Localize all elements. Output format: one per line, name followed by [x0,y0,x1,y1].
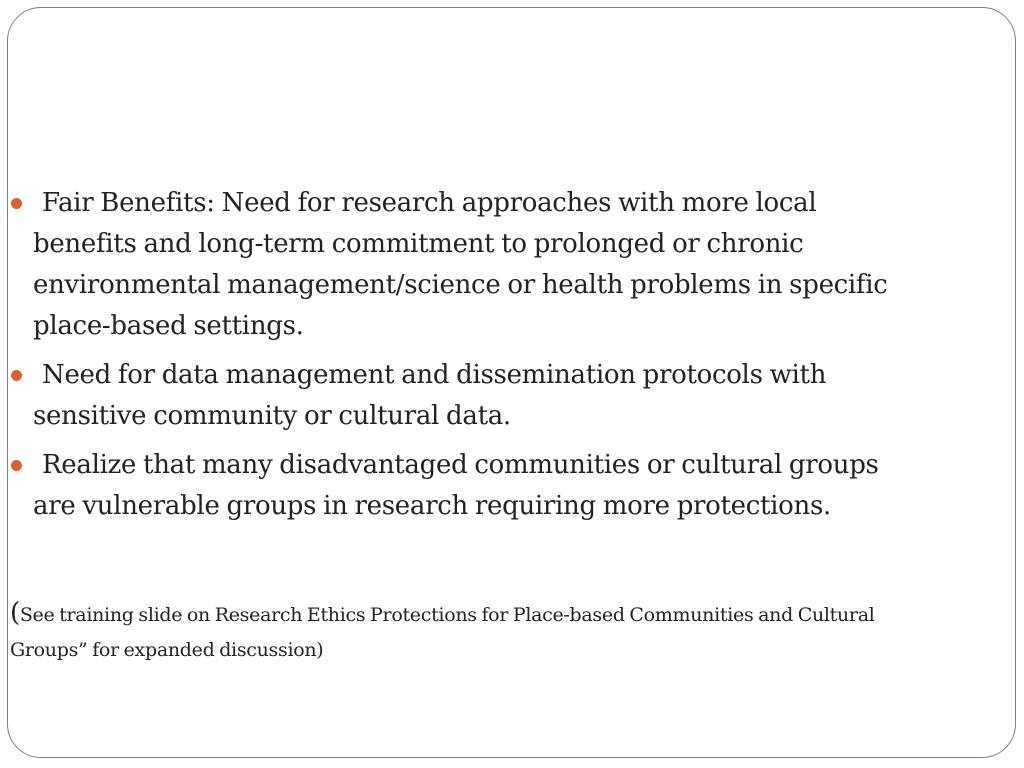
footnote-text: See training slide on Research Ethics Protections for Place-based Communities and Cultural Groups” for expanded discussion) [10,604,875,661]
bullet-dot-icon [11,370,22,381]
bullet-text: Need for data management and dissemination protocols with sensitive community or cultural data. [33,360,827,431]
bullet-item-vulnerable-groups [0,445,900,527]
footnote [10,596,910,668]
footnote-open-paren: ( [10,598,20,628]
bullet-dot-icon [11,460,22,471]
bullet-list [0,183,900,535]
bullet-text: Realize that many disadvantaged communities or cultural groups are vulnerable groups in research requiring more protections. [33,450,879,521]
bullet-text: Fair Benefits: Need for research approaches with more local benefits and long-term commitment to prolonged or chronic environmental management/science or health problems in specific place-based settings. [33,188,888,341]
bullet-item-fair-benefits [0,183,900,347]
bullet-item-data-management [0,355,900,437]
bullet-dot-icon [11,198,22,209]
